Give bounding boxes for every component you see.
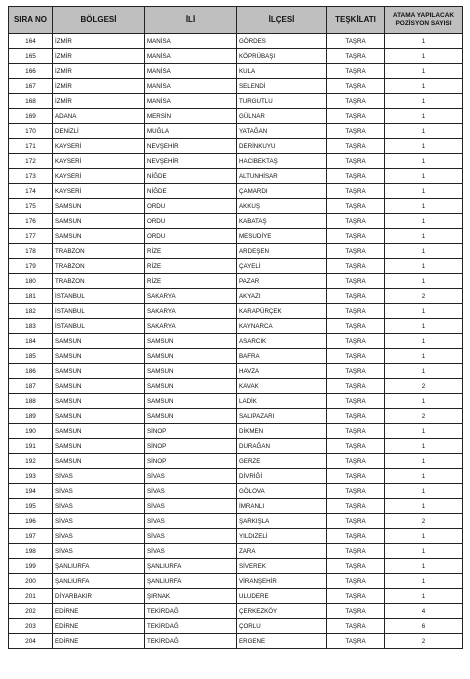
cell-sira-no: 175 bbox=[9, 199, 53, 214]
table-row bbox=[9, 349, 463, 364]
header-bolgesi: BÖLGESİ bbox=[53, 7, 145, 34]
header-teskilati: TEŞKİLATI bbox=[327, 7, 385, 34]
cell-bolgesi: SİVAS bbox=[53, 544, 145, 559]
cell-ilcesi: SİVEREK bbox=[237, 559, 327, 574]
cell-ili: SAKARYA bbox=[145, 304, 237, 319]
cell-atama-sayisi: 2 bbox=[385, 514, 463, 529]
cell-ilcesi: DİKMEN bbox=[237, 424, 327, 439]
cell-atama-sayisi: 2 bbox=[385, 289, 463, 304]
cell-ilcesi: ÇAYELİ bbox=[237, 259, 327, 274]
cell-bolgesi: SAMSUN bbox=[53, 394, 145, 409]
cell-ili: SAMSUN bbox=[145, 394, 237, 409]
cell-bolgesi: İZMİR bbox=[53, 64, 145, 79]
header-atama-sayisi: ATAMA YAPILACAK POZİSYON SAYISI bbox=[385, 7, 463, 34]
cell-ilcesi: BAFRA bbox=[237, 349, 327, 364]
cell-ilcesi: KAYNARCA bbox=[237, 319, 327, 334]
cell-sira-no: 185 bbox=[9, 349, 53, 364]
cell-ilcesi: ŞARKIŞLA bbox=[237, 514, 327, 529]
cell-ilcesi: ÇAMARDI bbox=[237, 184, 327, 199]
cell-teskilati: TAŞRA bbox=[327, 499, 385, 514]
cell-sira-no: 191 bbox=[9, 439, 53, 454]
cell-bolgesi: SAMSUN bbox=[53, 409, 145, 424]
cell-sira-no: 187 bbox=[9, 379, 53, 394]
cell-teskilati: TAŞRA bbox=[327, 79, 385, 94]
cell-teskilati: TAŞRA bbox=[327, 199, 385, 214]
cell-bolgesi: ŞANLIURFA bbox=[53, 559, 145, 574]
cell-atama-sayisi: 1 bbox=[385, 574, 463, 589]
cell-teskilati: TAŞRA bbox=[327, 244, 385, 259]
table-row bbox=[9, 49, 463, 64]
cell-atama-sayisi: 1 bbox=[385, 154, 463, 169]
cell-atama-sayisi: 1 bbox=[385, 349, 463, 364]
cell-sira-no: 172 bbox=[9, 154, 53, 169]
cell-atama-sayisi: 4 bbox=[385, 604, 463, 619]
cell-bolgesi: İSTANBUL bbox=[53, 319, 145, 334]
cell-bolgesi: EDİRNE bbox=[53, 604, 145, 619]
cell-sira-no: 190 bbox=[9, 424, 53, 439]
cell-atama-sayisi: 1 bbox=[385, 169, 463, 184]
cell-sira-no: 174 bbox=[9, 184, 53, 199]
cell-sira-no: 169 bbox=[9, 109, 53, 124]
cell-teskilati: TAŞRA bbox=[327, 409, 385, 424]
table-row bbox=[9, 634, 463, 649]
table-row bbox=[9, 589, 463, 604]
cell-atama-sayisi: 1 bbox=[385, 364, 463, 379]
cell-bolgesi: SAMSUN bbox=[53, 454, 145, 469]
cell-ilcesi: ÇORLU bbox=[237, 619, 327, 634]
cell-teskilati: TAŞRA bbox=[327, 259, 385, 274]
cell-sira-no: 168 bbox=[9, 94, 53, 109]
cell-sira-no: 166 bbox=[9, 64, 53, 79]
header-ilcesi: İLÇESİ bbox=[237, 7, 327, 34]
table-row bbox=[9, 394, 463, 409]
cell-ili: SİVAS bbox=[145, 469, 237, 484]
cell-ilcesi: KULA bbox=[237, 64, 327, 79]
cell-ili: ORDU bbox=[145, 229, 237, 244]
cell-ili: TEKİRDAĞ bbox=[145, 604, 237, 619]
cell-bolgesi: SAMSUN bbox=[53, 364, 145, 379]
cell-bolgesi: SAMSUN bbox=[53, 334, 145, 349]
cell-ilcesi: ARDEŞEN bbox=[237, 244, 327, 259]
cell-bolgesi: İZMİR bbox=[53, 34, 145, 49]
cell-ili: SİVAS bbox=[145, 499, 237, 514]
cell-bolgesi: SAMSUN bbox=[53, 439, 145, 454]
cell-sira-no: 198 bbox=[9, 544, 53, 559]
cell-ili: MERSİN bbox=[145, 109, 237, 124]
cell-atama-sayisi: 1 bbox=[385, 124, 463, 139]
cell-ilcesi: HAVZA bbox=[237, 364, 327, 379]
cell-ili: MANİSA bbox=[145, 94, 237, 109]
cell-ilcesi: AKKUŞ bbox=[237, 199, 327, 214]
cell-ilcesi: ALTUNHİSAR bbox=[237, 169, 327, 184]
cell-ilcesi: DİVRİĞİ bbox=[237, 469, 327, 484]
cell-ili: NİĞDE bbox=[145, 184, 237, 199]
table-row bbox=[9, 199, 463, 214]
header-ili: İLİ bbox=[145, 7, 237, 34]
cell-bolgesi: SAMSUN bbox=[53, 214, 145, 229]
cell-atama-sayisi: 1 bbox=[385, 559, 463, 574]
cell-ili: SİVAS bbox=[145, 484, 237, 499]
cell-teskilati: TAŞRA bbox=[327, 319, 385, 334]
table-row bbox=[9, 289, 463, 304]
table-row bbox=[9, 124, 463, 139]
header-sira-no: SIRA NO bbox=[9, 7, 53, 34]
cell-atama-sayisi: 2 bbox=[385, 379, 463, 394]
cell-teskilati: TAŞRA bbox=[327, 304, 385, 319]
cell-atama-sayisi: 1 bbox=[385, 274, 463, 289]
cell-ili: SİNOP bbox=[145, 454, 237, 469]
cell-sira-no: 194 bbox=[9, 484, 53, 499]
cell-ilcesi: YATAĞAN bbox=[237, 124, 327, 139]
cell-ilcesi: KÖPRÜBAŞI bbox=[237, 49, 327, 64]
cell-sira-no: 202 bbox=[9, 604, 53, 619]
cell-sira-no: 177 bbox=[9, 229, 53, 244]
cell-teskilati: TAŞRA bbox=[327, 139, 385, 154]
cell-teskilati: TAŞRA bbox=[327, 574, 385, 589]
cell-bolgesi: ŞANLIURFA bbox=[53, 574, 145, 589]
table-row bbox=[9, 169, 463, 184]
table-row bbox=[9, 514, 463, 529]
table-row bbox=[9, 409, 463, 424]
cell-atama-sayisi: 1 bbox=[385, 499, 463, 514]
table-row bbox=[9, 304, 463, 319]
table-row bbox=[9, 469, 463, 484]
cell-sira-no: 204 bbox=[9, 634, 53, 649]
cell-teskilati: TAŞRA bbox=[327, 559, 385, 574]
cell-sira-no: 164 bbox=[9, 34, 53, 49]
cell-sira-no: 180 bbox=[9, 274, 53, 289]
cell-ili: ŞIRNAK bbox=[145, 589, 237, 604]
cell-ilcesi: ZARA bbox=[237, 544, 327, 559]
cell-ilcesi: PAZAR bbox=[237, 274, 327, 289]
cell-atama-sayisi: 1 bbox=[385, 64, 463, 79]
cell-teskilati: TAŞRA bbox=[327, 589, 385, 604]
table-row bbox=[9, 619, 463, 634]
cell-sira-no: 173 bbox=[9, 169, 53, 184]
cell-atama-sayisi: 1 bbox=[385, 544, 463, 559]
cell-ili: SİVAS bbox=[145, 514, 237, 529]
header-row bbox=[9, 7, 463, 34]
table-row bbox=[9, 439, 463, 454]
cell-ilcesi: ULUDERE bbox=[237, 589, 327, 604]
cell-teskilati: TAŞRA bbox=[327, 514, 385, 529]
table-row bbox=[9, 529, 463, 544]
cell-ili: MANİSA bbox=[145, 49, 237, 64]
cell-sira-no: 167 bbox=[9, 79, 53, 94]
cell-ili: RİZE bbox=[145, 244, 237, 259]
cell-sira-no: 200 bbox=[9, 574, 53, 589]
cell-ilcesi: TURGUTLU bbox=[237, 94, 327, 109]
cell-sira-no: 186 bbox=[9, 364, 53, 379]
cell-bolgesi: DİYARBAKIR bbox=[53, 589, 145, 604]
table-row bbox=[9, 559, 463, 574]
cell-atama-sayisi: 1 bbox=[385, 454, 463, 469]
cell-ilcesi: GERZE bbox=[237, 454, 327, 469]
cell-atama-sayisi: 1 bbox=[385, 439, 463, 454]
cell-sira-no: 171 bbox=[9, 139, 53, 154]
cell-ilcesi: AKYAZI bbox=[237, 289, 327, 304]
cell-teskilati: TAŞRA bbox=[327, 34, 385, 49]
cell-ilcesi: LADİK bbox=[237, 394, 327, 409]
document-page bbox=[8, 6, 462, 649]
cell-ilcesi: HACIBEKTAŞ bbox=[237, 154, 327, 169]
cell-atama-sayisi: 1 bbox=[385, 394, 463, 409]
cell-sira-no: 192 bbox=[9, 454, 53, 469]
cell-bolgesi: SAMSUN bbox=[53, 349, 145, 364]
cell-teskilati: TAŞRA bbox=[327, 334, 385, 349]
cell-atama-sayisi: 1 bbox=[385, 229, 463, 244]
cell-sira-no: 201 bbox=[9, 589, 53, 604]
cell-teskilati: TAŞRA bbox=[327, 544, 385, 559]
cell-atama-sayisi: 1 bbox=[385, 484, 463, 499]
table-row bbox=[9, 64, 463, 79]
cell-atama-sayisi: 1 bbox=[385, 304, 463, 319]
cell-ilcesi: VİRANŞEHİR bbox=[237, 574, 327, 589]
cell-bolgesi: İSTANBUL bbox=[53, 289, 145, 304]
table-row bbox=[9, 274, 463, 289]
cell-ilcesi: İMRANLI bbox=[237, 499, 327, 514]
cell-ili: SAMSUN bbox=[145, 349, 237, 364]
cell-ilcesi: ASARCIK bbox=[237, 334, 327, 349]
table-row bbox=[9, 244, 463, 259]
cell-teskilati: TAŞRA bbox=[327, 484, 385, 499]
table-row bbox=[9, 364, 463, 379]
cell-teskilati: TAŞRA bbox=[327, 94, 385, 109]
table-row bbox=[9, 424, 463, 439]
assignment-table bbox=[8, 6, 463, 649]
cell-ilcesi: KARAPÜRÇEK bbox=[237, 304, 327, 319]
cell-atama-sayisi: 1 bbox=[385, 139, 463, 154]
cell-ilcesi: SELENDİ bbox=[237, 79, 327, 94]
cell-atama-sayisi: 1 bbox=[385, 424, 463, 439]
cell-teskilati: TAŞRA bbox=[327, 109, 385, 124]
cell-bolgesi: KAYSERİ bbox=[53, 139, 145, 154]
cell-atama-sayisi: 1 bbox=[385, 94, 463, 109]
cell-ilcesi: GÖLOVA bbox=[237, 484, 327, 499]
table-row bbox=[9, 229, 463, 244]
cell-sira-no: 182 bbox=[9, 304, 53, 319]
cell-sira-no: 178 bbox=[9, 244, 53, 259]
table-row bbox=[9, 184, 463, 199]
cell-atama-sayisi: 1 bbox=[385, 319, 463, 334]
cell-bolgesi: SİVAS bbox=[53, 529, 145, 544]
cell-atama-sayisi: 1 bbox=[385, 469, 463, 484]
table-row bbox=[9, 109, 463, 124]
cell-bolgesi: KAYSERİ bbox=[53, 169, 145, 184]
table-row bbox=[9, 544, 463, 559]
cell-sira-no: 179 bbox=[9, 259, 53, 274]
cell-teskilati: TAŞRA bbox=[327, 184, 385, 199]
cell-sira-no: 176 bbox=[9, 214, 53, 229]
cell-bolgesi: SİVAS bbox=[53, 469, 145, 484]
cell-ili: NEVŞEHİR bbox=[145, 154, 237, 169]
table-row bbox=[9, 94, 463, 109]
cell-teskilati: TAŞRA bbox=[327, 424, 385, 439]
cell-sira-no: 183 bbox=[9, 319, 53, 334]
cell-sira-no: 188 bbox=[9, 394, 53, 409]
cell-ilcesi: DERİNKUYU bbox=[237, 139, 327, 154]
cell-ili: TEKİRDAĞ bbox=[145, 634, 237, 649]
cell-bolgesi: KAYSERİ bbox=[53, 154, 145, 169]
cell-ili: SAMSUN bbox=[145, 334, 237, 349]
table-row bbox=[9, 604, 463, 619]
table-row bbox=[9, 139, 463, 154]
cell-ili: ORDU bbox=[145, 199, 237, 214]
cell-teskilati: TAŞRA bbox=[327, 64, 385, 79]
cell-teskilati: TAŞRA bbox=[327, 49, 385, 64]
cell-bolgesi: İSTANBUL bbox=[53, 304, 145, 319]
cell-bolgesi: İZMİR bbox=[53, 79, 145, 94]
table-row bbox=[9, 319, 463, 334]
table-row bbox=[9, 484, 463, 499]
cell-atama-sayisi: 1 bbox=[385, 184, 463, 199]
cell-atama-sayisi: 2 bbox=[385, 634, 463, 649]
cell-ili: NİĞDE bbox=[145, 169, 237, 184]
cell-teskilati: TAŞRA bbox=[327, 364, 385, 379]
cell-bolgesi: TRABZON bbox=[53, 274, 145, 289]
cell-bolgesi: TRABZON bbox=[53, 244, 145, 259]
cell-bolgesi: SAMSUN bbox=[53, 199, 145, 214]
table-row bbox=[9, 574, 463, 589]
cell-ili: SİNOP bbox=[145, 424, 237, 439]
cell-bolgesi: SİVAS bbox=[53, 499, 145, 514]
cell-atama-sayisi: 1 bbox=[385, 199, 463, 214]
cell-ili: SİNOP bbox=[145, 439, 237, 454]
table-row bbox=[9, 214, 463, 229]
cell-atama-sayisi: 1 bbox=[385, 214, 463, 229]
cell-ili: SAMSUN bbox=[145, 364, 237, 379]
cell-atama-sayisi: 2 bbox=[385, 409, 463, 424]
cell-ilcesi: KABATAŞ bbox=[237, 214, 327, 229]
table-row bbox=[9, 154, 463, 169]
cell-sira-no: 193 bbox=[9, 469, 53, 484]
cell-atama-sayisi: 1 bbox=[385, 589, 463, 604]
cell-bolgesi: ADANA bbox=[53, 109, 145, 124]
table-row bbox=[9, 34, 463, 49]
cell-ilcesi: KAVAK bbox=[237, 379, 327, 394]
cell-ili: SAMSUN bbox=[145, 379, 237, 394]
cell-atama-sayisi: 1 bbox=[385, 529, 463, 544]
cell-teskilati: TAŞRA bbox=[327, 124, 385, 139]
cell-teskilati: TAŞRA bbox=[327, 469, 385, 484]
cell-teskilati: TAŞRA bbox=[327, 289, 385, 304]
cell-atama-sayisi: 6 bbox=[385, 619, 463, 634]
cell-atama-sayisi: 1 bbox=[385, 334, 463, 349]
table-body bbox=[9, 34, 463, 649]
cell-ilcesi: DURAĞAN bbox=[237, 439, 327, 454]
cell-bolgesi: SAMSUN bbox=[53, 229, 145, 244]
cell-teskilati: TAŞRA bbox=[327, 439, 385, 454]
cell-teskilati: TAŞRA bbox=[327, 349, 385, 364]
cell-ili: RİZE bbox=[145, 274, 237, 289]
cell-bolgesi: KAYSERİ bbox=[53, 184, 145, 199]
cell-ilcesi: SALIPAZARI bbox=[237, 409, 327, 424]
cell-sira-no: 184 bbox=[9, 334, 53, 349]
cell-atama-sayisi: 1 bbox=[385, 109, 463, 124]
cell-sira-no: 170 bbox=[9, 124, 53, 139]
cell-bolgesi: EDİRNE bbox=[53, 634, 145, 649]
cell-teskilati: TAŞRA bbox=[327, 154, 385, 169]
table-header bbox=[9, 7, 463, 34]
cell-bolgesi: SAMSUN bbox=[53, 424, 145, 439]
cell-teskilati: TAŞRA bbox=[327, 529, 385, 544]
cell-teskilati: TAŞRA bbox=[327, 634, 385, 649]
cell-ilcesi: GÖRDES bbox=[237, 34, 327, 49]
table-row bbox=[9, 334, 463, 349]
cell-ili: MANİSA bbox=[145, 64, 237, 79]
cell-ili: SAKARYA bbox=[145, 319, 237, 334]
cell-ili: NEVŞEHİR bbox=[145, 139, 237, 154]
cell-teskilati: TAŞRA bbox=[327, 214, 385, 229]
cell-teskilati: TAŞRA bbox=[327, 169, 385, 184]
cell-bolgesi: EDİRNE bbox=[53, 619, 145, 634]
cell-ilcesi: YILDIZELİ bbox=[237, 529, 327, 544]
cell-ili: MANİSA bbox=[145, 34, 237, 49]
table-row bbox=[9, 259, 463, 274]
cell-teskilati: TAŞRA bbox=[327, 274, 385, 289]
cell-atama-sayisi: 1 bbox=[385, 79, 463, 94]
cell-bolgesi: SAMSUN bbox=[53, 379, 145, 394]
cell-ilcesi: MESUDİYE bbox=[237, 229, 327, 244]
table-row bbox=[9, 79, 463, 94]
cell-sira-no: 195 bbox=[9, 499, 53, 514]
cell-sira-no: 181 bbox=[9, 289, 53, 304]
cell-ili: TEKİRDAĞ bbox=[145, 619, 237, 634]
cell-ili: SİVAS bbox=[145, 544, 237, 559]
cell-teskilati: TAŞRA bbox=[327, 379, 385, 394]
cell-ilcesi: GÜLNAR bbox=[237, 109, 327, 124]
cell-ili: SAMSUN bbox=[145, 409, 237, 424]
cell-ili: SİVAS bbox=[145, 529, 237, 544]
cell-ili: ORDU bbox=[145, 214, 237, 229]
cell-bolgesi: SİVAS bbox=[53, 514, 145, 529]
cell-ili: MANİSA bbox=[145, 79, 237, 94]
cell-atama-sayisi: 1 bbox=[385, 49, 463, 64]
cell-ilcesi: ÇERKEZKÖY bbox=[237, 604, 327, 619]
cell-ili: ŞANLIURFA bbox=[145, 574, 237, 589]
cell-sira-no: 189 bbox=[9, 409, 53, 424]
cell-teskilati: TAŞRA bbox=[327, 619, 385, 634]
cell-bolgesi: SİVAS bbox=[53, 484, 145, 499]
cell-teskilati: TAŞRA bbox=[327, 604, 385, 619]
cell-sira-no: 165 bbox=[9, 49, 53, 64]
cell-atama-sayisi: 1 bbox=[385, 259, 463, 274]
cell-ili: MUĞLA bbox=[145, 124, 237, 139]
cell-teskilati: TAŞRA bbox=[327, 394, 385, 409]
table-row bbox=[9, 454, 463, 469]
cell-ili: ŞANLIURFA bbox=[145, 559, 237, 574]
table-row bbox=[9, 379, 463, 394]
cell-sira-no: 203 bbox=[9, 619, 53, 634]
cell-ili: SAKARYA bbox=[145, 289, 237, 304]
cell-ilcesi: ERGENE bbox=[237, 634, 327, 649]
cell-bolgesi: İZMİR bbox=[53, 49, 145, 64]
cell-atama-sayisi: 1 bbox=[385, 34, 463, 49]
cell-bolgesi: TRABZON bbox=[53, 259, 145, 274]
cell-atama-sayisi: 1 bbox=[385, 244, 463, 259]
table-row bbox=[9, 499, 463, 514]
cell-sira-no: 196 bbox=[9, 514, 53, 529]
cell-bolgesi: DENİZLİ bbox=[53, 124, 145, 139]
cell-ili: RİZE bbox=[145, 259, 237, 274]
cell-bolgesi: İZMİR bbox=[53, 94, 145, 109]
cell-sira-no: 199 bbox=[9, 559, 53, 574]
cell-teskilati: TAŞRA bbox=[327, 454, 385, 469]
cell-sira-no: 197 bbox=[9, 529, 53, 544]
cell-teskilati: TAŞRA bbox=[327, 229, 385, 244]
